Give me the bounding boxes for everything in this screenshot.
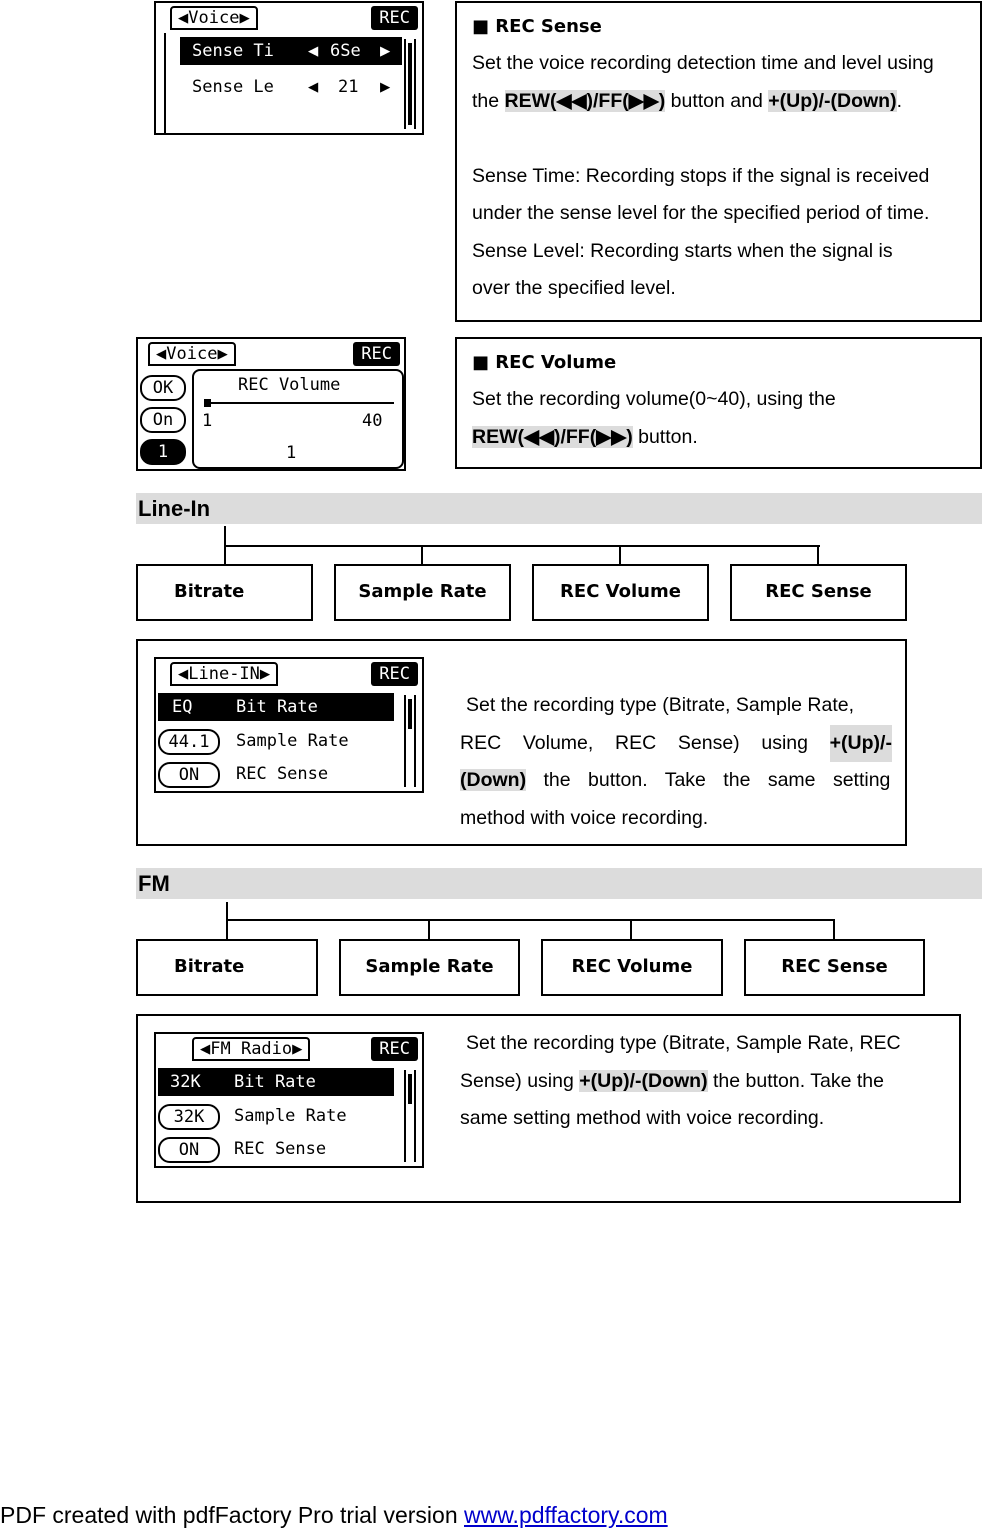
screen-title-tab: ◀Line-IN▶ [170, 662, 278, 686]
scrollbar[interactable] [404, 695, 416, 787]
pdf-footer [0, 1500, 668, 1530]
left-arrow-icon: ◀ [308, 77, 319, 97]
rec-sense-panel [455, 1, 982, 322]
rec-volume-panel [455, 337, 982, 469]
screen-title: Line-IN [188, 664, 260, 684]
bit-rate-row[interactable] [158, 693, 394, 721]
up-down-key: +(Up)/-(Down) [768, 89, 897, 112]
bit-rate-pill: 32K [170, 1072, 201, 1092]
rec-sense-heading: ■ REC Sense [472, 16, 602, 37]
rec-volume-heading: ■ REC Volume [472, 352, 617, 373]
line-in-description: Set the recording type (Bitrate, Sample Rate, REC Volume, REC Sense) using +(Up)/- (Down) the button. Take the same setting method with voice recording. [460, 694, 892, 829]
rec-badge: REC [371, 6, 418, 30]
sample-rate-pill[interactable]: 32K [158, 1104, 220, 1130]
fm-rec-sense-box: REC Sense [744, 939, 925, 996]
value-pill[interactable]: 1 [140, 439, 186, 465]
tree-connector [428, 919, 430, 940]
on-pill[interactable]: On [140, 407, 186, 433]
tree-connector [226, 919, 835, 921]
rec-sense-pill[interactable]: ON [158, 1137, 220, 1163]
bit-rate-label: Bit Rate [236, 697, 318, 717]
volume-label: REC Volume [238, 375, 341, 395]
rec-volume-text: Set the recording volume(0~40), using the REW(◀◀)/FF(▶▶) button. [472, 388, 836, 448]
tree-connector [224, 545, 820, 547]
line-in-screen [154, 657, 424, 793]
rec-sense-pill[interactable]: ON [158, 762, 220, 788]
sense-level-value: 21 [338, 77, 359, 97]
line-in-rec-sense-box: REC Sense [730, 564, 907, 621]
line-in-panel [136, 639, 907, 846]
line-in-section-title: Line-In [136, 493, 982, 524]
volume-slider[interactable] [204, 399, 394, 407]
screen-title-tab: ◀FM Radio▶ [192, 1037, 310, 1061]
rew-ff-key: REW(◀◀)/FF(▶▶) [472, 425, 633, 448]
screen-title: Voice [188, 8, 240, 28]
line-in-bitrate-box: Bitrate [136, 564, 313, 621]
fm-panel [136, 1014, 961, 1203]
sense-level-label: Sense Le [192, 77, 274, 97]
fm-bitrate-box: Bitrate [136, 939, 318, 996]
fm-screen [154, 1032, 424, 1168]
eq-pill: EQ [172, 697, 193, 717]
screen-title: FM Radio [210, 1039, 293, 1059]
tree-connector [817, 545, 819, 564]
screen-title-tab: ◀Voice▶ [148, 342, 236, 366]
rec-badge: REC [353, 342, 400, 366]
tree-connector [421, 545, 423, 564]
scrollbar[interactable] [404, 1070, 416, 1162]
line-in-sample-rate-box: Sample Rate [334, 564, 511, 621]
tree-connector [630, 919, 632, 940]
left-arrow-icon: ◀ [308, 41, 319, 61]
side-tabs [156, 33, 166, 133]
screen-title: Voice [166, 344, 218, 364]
ok-pill[interactable]: OK [140, 375, 186, 401]
right-arrow-icon: ▶ [380, 41, 391, 61]
sense-time-value: 6Se [330, 41, 361, 61]
up-down-key: (Down) [460, 769, 527, 791]
rec-sense-text: Set the voice recording detection time and level using the REW(◀◀)/FF(▶▶) button and +(Up)/-(Down). Sense Time: Recording stops if the signal is received under the sense level for the specified period of time. Sense Level: Recording starts when the signal is over the specified level. [472, 52, 934, 299]
volume-max: 40 [362, 411, 383, 431]
sense-time-row[interactable] [180, 37, 402, 65]
sense-time-label: Sense Ti [192, 41, 274, 61]
fm-rec-volume-box: REC Volume [541, 939, 723, 996]
rec-badge: REC [371, 662, 418, 686]
rec-sense-label[interactable]: REC Sense [236, 764, 329, 784]
volume-min: 1 [202, 411, 213, 431]
scrollbar[interactable] [404, 39, 416, 129]
bit-rate-row[interactable] [158, 1068, 394, 1096]
sense-level-row[interactable] [180, 73, 402, 101]
sample-rate-pill[interactable]: 44.1 [158, 729, 220, 755]
footer-text: PDF created with pdfFactory Pro trial version [0, 1502, 464, 1528]
volume-value: 1 [286, 443, 297, 463]
volume-knob[interactable] [204, 399, 211, 407]
rew-ff-key: REW(◀◀)/FF(▶▶) [504, 89, 666, 112]
right-arrow-icon: ▶ [380, 77, 391, 97]
pdffactory-link[interactable]: www.pdffactory.com [464, 1502, 668, 1528]
rec-sense-label[interactable]: REC Sense [234, 1139, 327, 1159]
tree-connector [833, 919, 835, 940]
rec-sense-screen [154, 1, 424, 135]
tree-connector [226, 902, 228, 940]
up-down-key: +(Up)/-(Down) [579, 1069, 708, 1092]
up-down-key: +(Up)/- [830, 725, 892, 763]
sample-rate-label[interactable]: Sample Rate [236, 731, 349, 751]
screen-title-tab: ◀Voice▶ [170, 6, 258, 30]
sample-rate-label[interactable]: Sample Rate [234, 1106, 347, 1126]
rec-volume-screen [136, 337, 406, 471]
bit-rate-label: Bit Rate [234, 1072, 316, 1092]
fm-sample-rate-box: Sample Rate [339, 939, 520, 996]
rec-badge: REC [371, 1037, 418, 1061]
tree-connector [619, 545, 621, 564]
line-in-rec-volume-box: REC Volume [532, 564, 709, 621]
fm-description: Set the recording type (Bitrate, Sample Rate, REC Sense) using +(Up)/-(Down) the button. Take the same setting method with voice recording. [460, 1032, 901, 1129]
fm-section-title: FM [136, 868, 982, 899]
